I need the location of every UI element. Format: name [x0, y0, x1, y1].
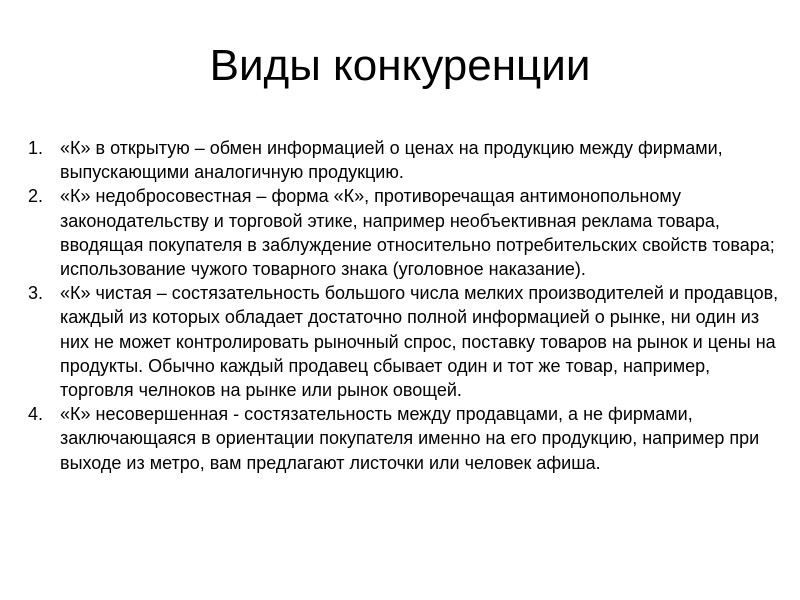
- list-item-text: «К» в открытую – обмен информацией о ценах на продукцию между фирмами, выпускающими аналогичную продукцию.: [60, 138, 723, 183]
- list-item: [28, 136, 780, 184]
- list-item-text: «К» несовершенная - состязательность между продавцами, а не фирмами, заключающаяся в ориентации покупателя именно на его продукцию, например при выходе из метро, вам предлагают листочки или человек афиша.: [60, 404, 760, 473]
- list-item-text: «К» чистая – состязательность большого числа мелких производителей и продавцов, каждый из которых обладает достаточно полной информацией о рынке, ни один из них не может контролировать рыночный спрос, поставку товаров на рынок и цены на продукты. Обычно каждый продавец сбывает один и тот же товар, например, торговля челноков на рынке или рынок овощей.: [60, 283, 779, 401]
- list-item-text: «К» недобросовестная – форма «К», противоречащая антимонопольному законодательству и торговой этике, например необъективная реклама товара, вводящая покупателя в заблуждение относительно потребительских свойств товара; использование чужого товарного знака (уголовное наказание).: [60, 186, 775, 280]
- list-item: [28, 402, 780, 475]
- slide-title: Виды конкуренции: [209, 41, 591, 90]
- list-item: [28, 281, 780, 402]
- list-item-number: 4.: [28, 404, 44, 425]
- list-item-number: 2.: [28, 186, 44, 207]
- list-item-number: 3.: [28, 283, 44, 304]
- list-item-number: 1.: [28, 138, 44, 158]
- list-item: [28, 184, 780, 281]
- bullet-list: [28, 136, 780, 475]
